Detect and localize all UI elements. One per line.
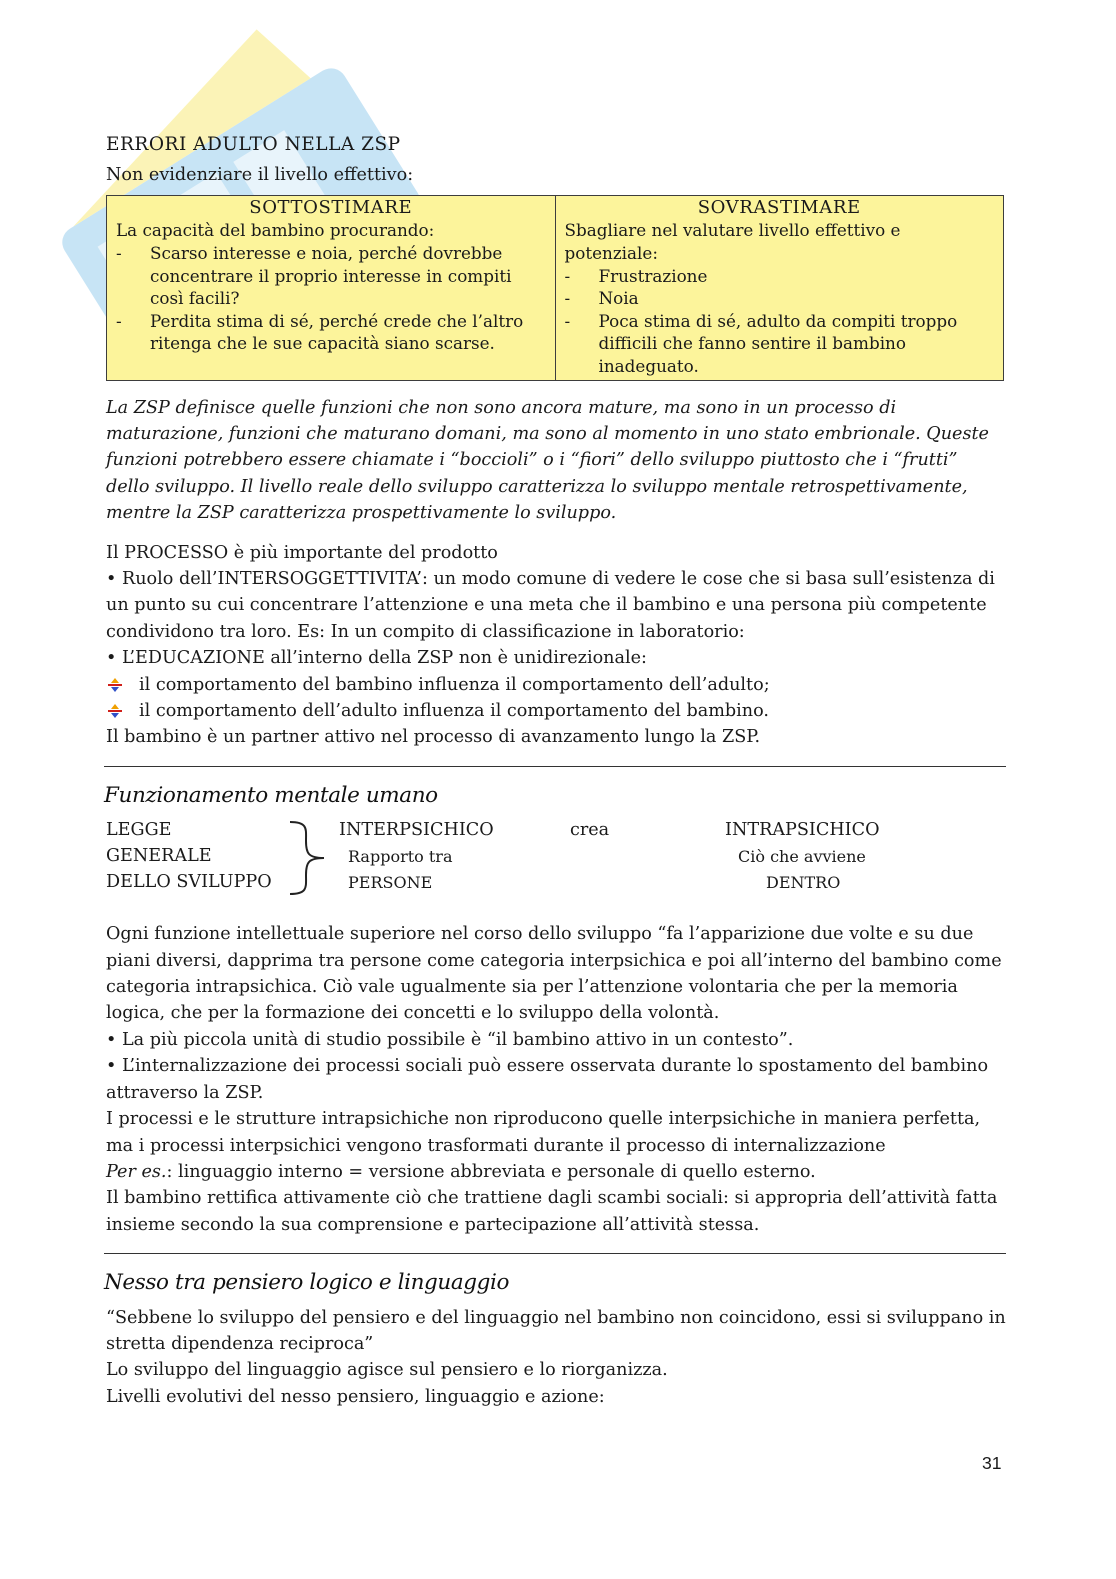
section-title-funzionamento: Funzionamento mentale umano bbox=[104, 782, 438, 808]
law-label-line: GENERALE bbox=[106, 846, 212, 867]
arrow-bullet-icon bbox=[108, 704, 122, 718]
section-subtitle: Non evidenziare il livello effettivo: bbox=[106, 165, 414, 186]
list-item: - Noia bbox=[565, 287, 995, 310]
law-label-line: DELLO SVILUPPO bbox=[106, 872, 272, 893]
dash-list bbox=[565, 265, 995, 378]
section-divider bbox=[104, 1253, 1006, 1254]
section-title-errori: ERRORI ADULTO NELLA ZSP bbox=[106, 134, 401, 155]
crea-label: crea bbox=[570, 820, 610, 841]
dash-list bbox=[116, 242, 546, 355]
column-intro: La capacità del bambino procurando: bbox=[116, 220, 435, 241]
closing-line: Il bambino è un partner attivo nel processo di avanzamento lungo la ZSP. bbox=[106, 727, 761, 748]
section-divider bbox=[104, 766, 1006, 767]
section-title-nesso: Nesso tra pensiero logico e linguaggio bbox=[104, 1270, 509, 1296]
paragraph: I processi e le strutture intrapsichiche non riproducono quelle interpsichiche in maniera perfetta, ma i processi interpsichici vengono trasformati durante il processo di internalizzazione bbox=[106, 1109, 981, 1156]
interpsichico-sub: Rapporto tra bbox=[348, 847, 453, 867]
list-item: - Perdita stima di sé, perché crede che l’altro ritenga che le sue capacità siano scarse. bbox=[116, 310, 546, 355]
arrow-item-text: il comportamento dell’adulto influenza il comportamento del bambino. bbox=[139, 701, 769, 722]
interpsichico-title: INTERPSICHICO bbox=[339, 820, 494, 841]
curly-brace-icon bbox=[286, 819, 328, 897]
arrow-bullet-icon bbox=[108, 678, 122, 692]
text-line: Livelli evolutivi del nesso pensiero, linguaggio e azione: bbox=[106, 1386, 605, 1407]
table-cell-sottostimare bbox=[107, 195, 556, 380]
intrapsichico-title: INTRAPSICHICO bbox=[725, 820, 880, 841]
column-intro: Sbagliare nel valutare livello effettivo e potenziale: bbox=[564, 220, 901, 263]
intrapsichico-sub: Ciò che avviene bbox=[738, 847, 866, 867]
process-line: Il PROCESSO è più importante del prodotto bbox=[106, 542, 498, 563]
column-header-sovrastimare: SOVRASTIMARE bbox=[697, 196, 861, 218]
bullet-item: • La più piccola unità di studio possibile è “il bambino attivo in un contesto”. bbox=[106, 1029, 794, 1050]
law-label-line: LEGGE bbox=[106, 820, 172, 841]
table-cell-sovrastimare bbox=[555, 195, 1004, 380]
text-line: Lo sviluppo del linguaggio agisce sul pensiero e lo riorganizza. bbox=[106, 1360, 668, 1381]
bullet-item: • L’internalizzazione dei processi sociali può essere osservata durante lo spostamento del bambino attraverso la ZSP. bbox=[106, 1056, 989, 1103]
bullet-educazione: • L’EDUCAZIONE all’interno della ZSP non è unidirezionale: bbox=[106, 648, 647, 669]
comparison-table bbox=[106, 195, 1004, 381]
intrapsichico-sub: DENTRO bbox=[766, 873, 841, 893]
list-item: - Poca stima di sé, adulto da compiti troppo difficili che fanno sentire il bambino inadeguato. bbox=[565, 310, 995, 378]
column-header-sottostimare: SOTTOSTIMARE bbox=[249, 196, 413, 218]
arrow-list-item bbox=[106, 672, 1006, 698]
bullet-intersoggettivita: • Ruolo dell’INTERSOGGETTIVITA’: un modo comune di vedere le cose che si basa sull’esistenza di un punto su cui concentrare l’attenzione e una meta che il bambino e una persona più competente condividono tra loro. Es: In un compito di classificazione in laboratorio: bbox=[106, 569, 995, 642]
list-item: - Scarso interesse e noia, perché dovrebbe concentrare il proprio interesse in compiti così facili? bbox=[116, 242, 546, 310]
arrow-list-item bbox=[106, 698, 1006, 724]
quote-line: “Sebbene lo sviluppo del pensiero e del linguaggio nel bambino non coincidono, essi si sviluppano in stretta dipendenza reciproca” bbox=[106, 1307, 1006, 1354]
paragraph: Il bambino rettifica attivamente ciò che trattiene dagli scambi sociali: si appropria dell’attività fatta insieme secondo la sua comprensione e partecipazione all’attività stessa. bbox=[106, 1188, 998, 1235]
page-number: 31 bbox=[982, 1453, 1002, 1473]
arrow-item-text: il comportamento del bambino influenza il comportamento dell’adulto; bbox=[139, 674, 770, 695]
example-label: Per es. bbox=[106, 1161, 167, 1182]
zsp-quote: La ZSP definisce quelle funzioni che non sono ancora mature, ma sono in un processo di maturazione, funzioni che maturano domani, ma sono al momento in uno stato embrionale. Queste funzioni potrebbero essere chiamate i “boccioli” o i “fiori” dello sviluppo piuttosto che i “frutti” dello sviluppo. Il livello reale dello sviluppo caratterizza lo sviluppo mentale retrospettivamente, mentre la ZSP caratterizza prospettivamente lo sviluppo. bbox=[106, 397, 989, 524]
law-diagram bbox=[106, 817, 1006, 897]
example-line bbox=[106, 1159, 1006, 1185]
paragraph: Ogni funzione intellettuale superiore nel corso dello sviluppo “fa l’apparizione due volte e su due piani diversi, dapprima tra persone come categoria interpsichica e poi all’interno del bambino come categoria intrapsichica. Ciò vale ugualmente sia per l’attenzione volontaria che per la memoria logica, che per la formazione dei concetti e lo sviluppo della volontà. bbox=[106, 924, 1002, 1024]
interpsichico-sub: PERSONE bbox=[348, 873, 433, 893]
example-text: : linguaggio interno = versione abbreviata e personale di quello esterno. bbox=[166, 1161, 816, 1182]
page-content bbox=[106, 132, 1006, 1410]
list-item: - Frustrazione bbox=[565, 265, 995, 288]
